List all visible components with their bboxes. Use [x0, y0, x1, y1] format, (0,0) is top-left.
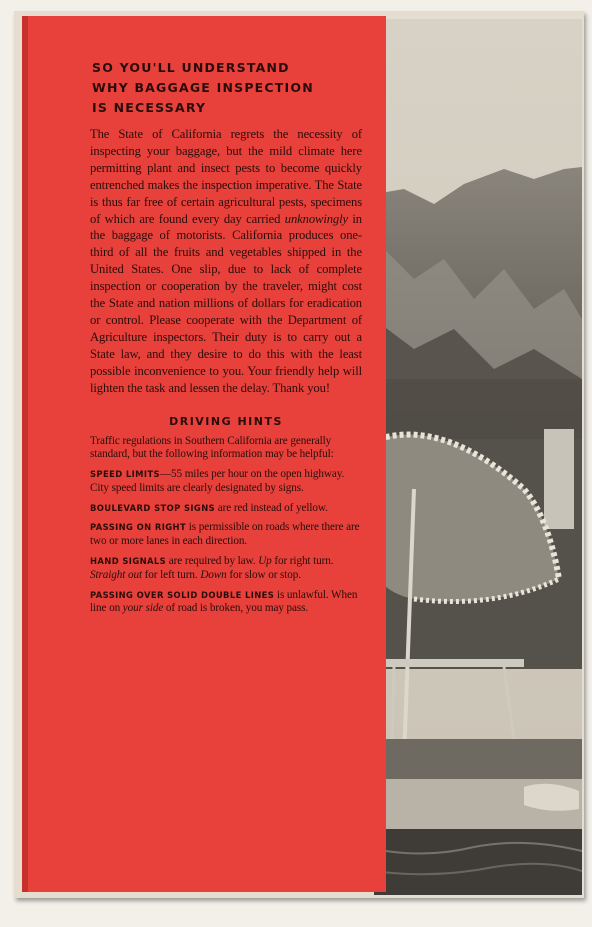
heading-line: IS NECESSARY: [92, 100, 207, 115]
desert-resort-photo: [374, 19, 582, 895]
hints-intro: Traffic regulations in Southern California are generally standard, but the following information may be helpful:: [90, 434, 334, 461]
brochure-page: [14, 11, 584, 898]
hint-text: for right turn.: [271, 555, 334, 568]
hint-hand-signals: [90, 555, 362, 583]
heading-line: SO YOU'LL UNDERSTAND: [92, 60, 290, 75]
driving-hints-heading: DRIVING HINTS: [169, 414, 283, 428]
emphasis-text: Straight out: [90, 568, 142, 581]
hint-boulevard-stop: [90, 502, 362, 516]
hint-passing-right: [90, 521, 362, 549]
hint-text: —55 miles per hour on the open highway. City speed limits are clearly designated by signs.: [90, 468, 345, 494]
content-column: [90, 58, 362, 622]
hint-speed-limits: [90, 468, 362, 496]
heading-line: WHY BAGGAGE INSPECTION: [92, 80, 314, 95]
hint-lead: SPEED LIMITS: [90, 469, 160, 480]
hint-text: are required by law.: [166, 555, 259, 568]
hint-text: are red instead of yellow.: [215, 501, 328, 514]
hint-double-lines: [90, 589, 362, 617]
emphasis-text: Down: [200, 568, 227, 581]
hint-lead: PASSING OVER SOLID DOUBLE LINES: [90, 589, 275, 600]
hint-text: for left turn.: [141, 568, 201, 581]
hint-lead: HAND SIGNALS: [90, 556, 167, 567]
hint-lead: PASSING ON RIGHT: [90, 522, 187, 533]
red-text-panel: [22, 16, 386, 892]
emphasis-text: your side: [122, 602, 164, 615]
panel-fold-edge: [22, 16, 28, 892]
emphasis-text: Up: [258, 555, 272, 568]
hint-lead: BOULEVARD STOP SIGNS: [90, 502, 216, 513]
inspection-heading: [92, 58, 332, 118]
hint-text: of road is broken, you may pass.: [163, 602, 309, 615]
hint-text: is unlawful. When line on: [90, 588, 358, 615]
paragraph-text: The State of California regrets the necessity of inspecting your baggage, but the mild climate here permitting plant and insect pests to become quickly entrenched makes the inspection imperative. The State is thus far free of certain agricultural pests, specimens of which are found every day carried: [90, 127, 362, 226]
hint-text: for slow or stop.: [226, 568, 301, 581]
photo-illustration: [374, 19, 582, 895]
paragraph-text: in the baggage of motorists. California produces one-third of all the fruits and vegetables shipped in the United States. One slip, due to lack of complete inspection or cooperation by the traveler, might cost the State and nation millions of dollars for eradication or control. Please cooperate with the Department of Agriculture inspectors. Their duty is to carry out a State law, and they desire to do this with the least possible inconvenience to you. Your friendly help will lighten the task and lessen the delay. Thank you!: [90, 211, 362, 395]
hint-text: is permissible on roads where there are two or more lanes in each direction.: [90, 521, 360, 548]
inspection-paragraph: [90, 126, 362, 397]
emphasis-text: unknowingly: [284, 211, 349, 226]
